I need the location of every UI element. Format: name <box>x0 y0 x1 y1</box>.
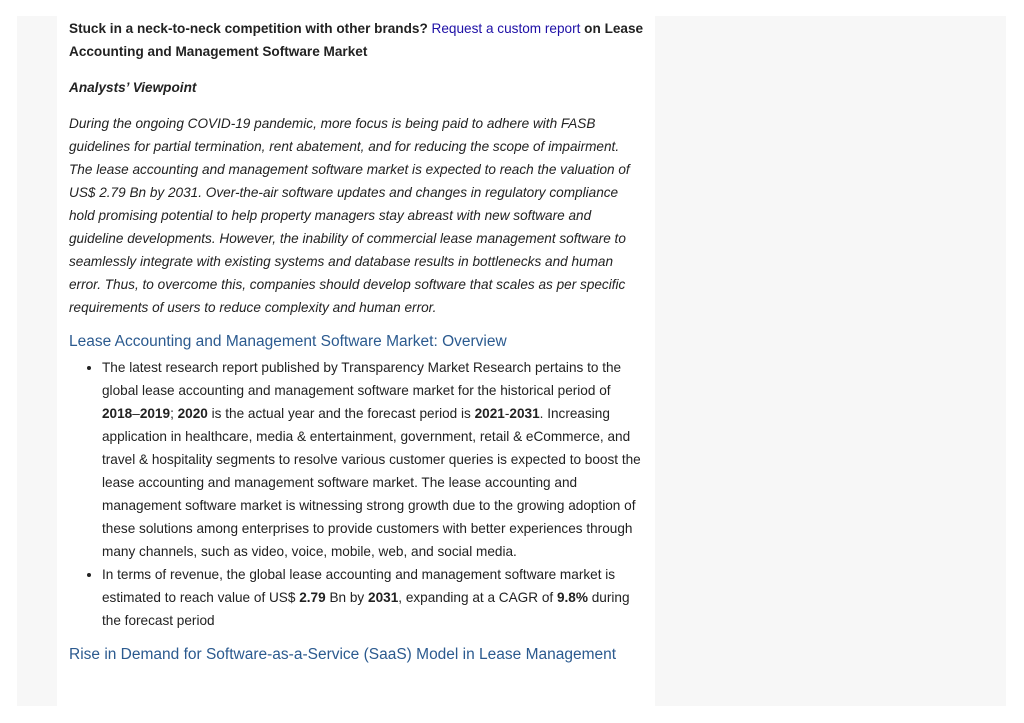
overview-bullet-report-scope: • The latest research report published by Transparency Market Research pertains to the global lease accounting and management software market for the historical period of 2018–2019; 2020 is the actual year and the forecast period is 2021-2031. Increasing application in healthcare, media & entertainment, government, retail & eCommerce, and travel & hospitality segments to resolve various customer queries is expected to boost the lease accounting and management software market. The lease accounting and management software market is witnessing strong growth due to the growing adoption of these solutions among enterprises to provide customers with better experiences through many channels, such as video, voice, mobile, web, and social media. <box>102 356 644 563</box>
saas-trend-heading: Rise in Demand for Software-as-a-Service (SaaS) Model in Lease Management <box>69 646 617 663</box>
request-custom-report-link[interactable]: Request a custom report <box>431 21 581 36</box>
analysts-viewpoint-body: During the ongoing COVID-19 pandemic, more focus is being paid to adhere with FASB guidelines for partial termination, rent abatement, and for reducing the scope of impairment. The lease accounting and management software market is expected to reach the valuation of US$ 2.79 Bn by 2031. Over-the-air software updates and changes in regulatory compliance hold promising potential to help property managers stay abreast with new software and guideline developments. However, the inability of commercial lease management software to seamlessly integrate with existing systems and database results in bottlenecks and human error. Thus, to overcome this, companies should develop software that scales as per specific requirements of users to reduce complexity and human error. <box>69 116 630 315</box>
overview-heading: Lease Accounting and Management Software Market: Overview <box>69 333 507 350</box>
overview-bullet-revenue: • In terms of revenue, the global lease accounting and management software market is estimated to reach value of US$ 2.79 Bn by 2031, expanding at a CAGR of 9.8% during the forecast period <box>102 563 644 632</box>
cta-tail-text: on Lease Accounting and Management Software Market <box>69 21 644 59</box>
custom-report-cta <box>69 17 644 63</box>
cta-lead-text: Stuck in a neck-to-neck competition with other brands? <box>69 21 432 36</box>
article-content <box>69 17 644 666</box>
left-gutter <box>17 16 57 706</box>
overview-bullet-list <box>69 356 644 632</box>
right-sidebar-panel <box>655 16 1006 706</box>
analysts-viewpoint-title: Analysts’ Viewpoint <box>69 80 197 95</box>
